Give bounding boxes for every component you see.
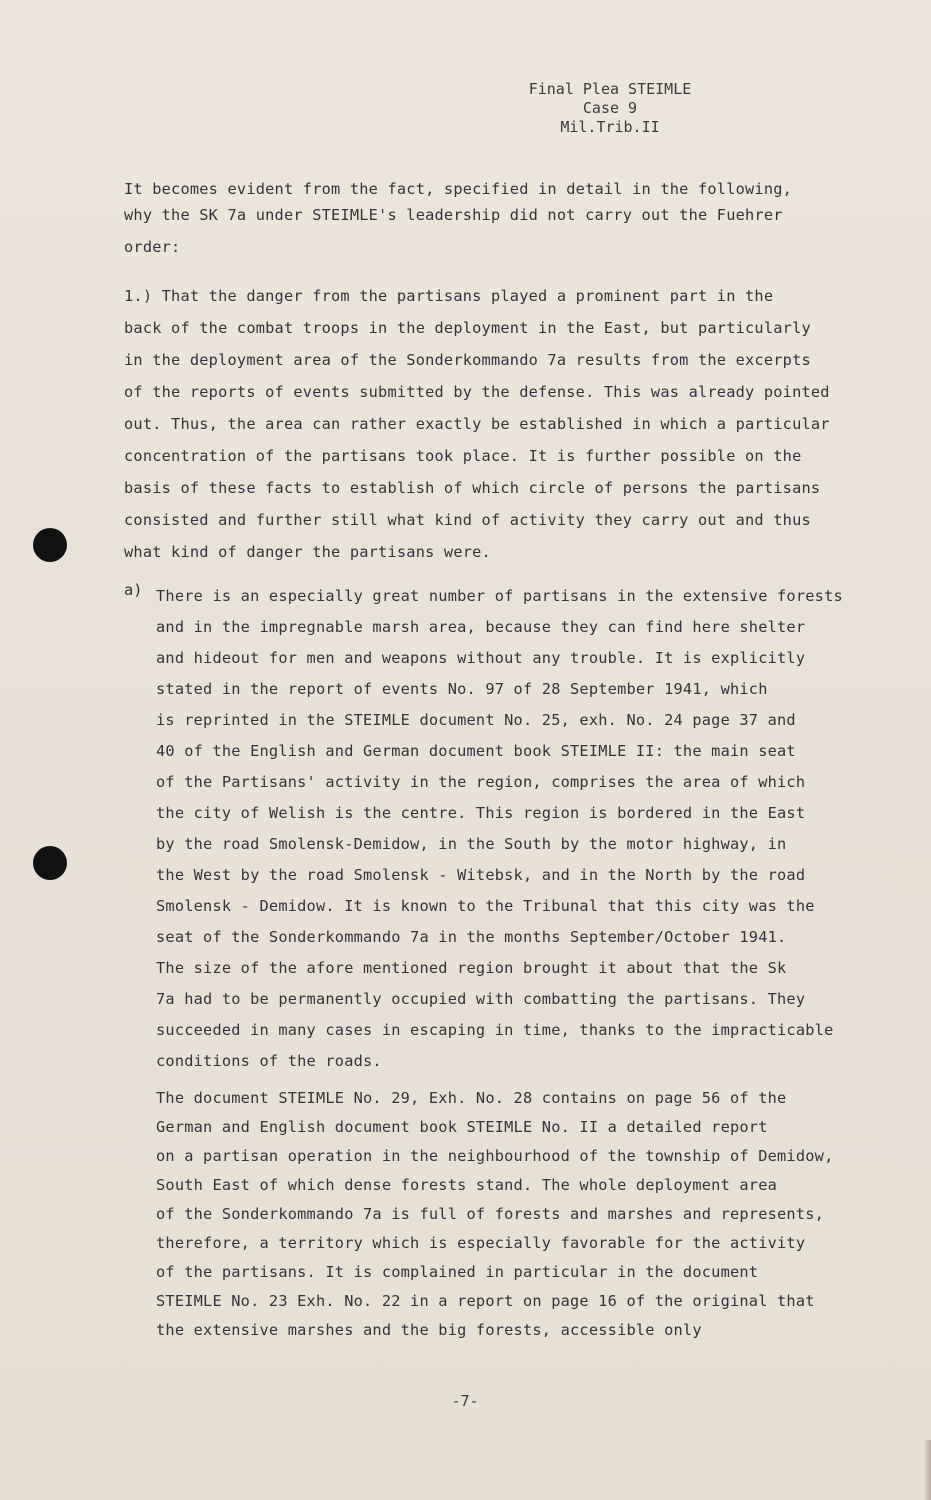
text-line: concentration of the partisans took place. It is further possible on the <box>124 447 802 465</box>
paragraph-a <box>156 581 856 1077</box>
paragraph-1 <box>124 280 864 568</box>
text-line: The size of the afore mentioned region brought it about that the Sk <box>156 959 787 977</box>
text-line: of the partisans. It is complained in particular in the document <box>156 1263 759 1281</box>
punch-hole-top <box>33 528 67 562</box>
text-line: 7a had to be permanently occupied with combatting the partisans. They <box>156 990 806 1008</box>
text-line: succeeded in many cases in escaping in time, thanks to the impracticable <box>156 1021 834 1039</box>
text-line: It becomes evident from the fact, specified in detail in the following, <box>124 180 793 198</box>
text-line: 1.) That the danger from the partisans played a prominent part in the <box>124 287 774 305</box>
text-line: The document STEIMLE No. 29, Exh. No. 28 contains on page 56 of the <box>156 1089 787 1107</box>
text-line: basis of these facts to establish of which circle of persons the partisans <box>124 479 821 497</box>
page-number: -7- <box>451 1392 479 1410</box>
text-line: consisted and further still what kind of activity they carry out and thus <box>124 511 811 529</box>
text-line: what kind of danger the partisans were. <box>124 543 491 561</box>
intro-paragraph <box>124 176 824 260</box>
text-line: the West by the road Smolensk - Witebsk, and in the North by the road <box>156 866 806 884</box>
text-line: seat of the Sonderkommando 7a in the months September/October 1941. <box>156 928 787 946</box>
text-line: There is an especially great number of partisans in the extensive forests <box>156 587 843 605</box>
text-line: Smolensk - Demidow. It is known to the Tribunal that this city was the <box>156 897 815 915</box>
page-edge-shadow <box>925 1440 931 1500</box>
text-line: on a partisan operation in the neighbourhood of the township of Demidow, <box>156 1147 834 1165</box>
header-plea-title: Final Plea STEIMLE <box>528 80 692 98</box>
text-line: by the road Smolensk-Demidow, in the South by the motor highway, in <box>156 835 787 853</box>
text-line: conditions of the roads. <box>156 1052 382 1070</box>
text-line: in the deployment area of the Sonderkommando 7a results from the excerpts <box>124 351 811 369</box>
text-line: South East of which dense forests stand. The whole deployment area <box>156 1176 778 1194</box>
text-line: why the SK 7a under STEIMLE's leadership did not carry out the Fuehrer <box>124 206 783 224</box>
text-line: therefore, a territory which is especially favorable for the activity <box>156 1234 806 1252</box>
text-line: of the Sonderkommando 7a is full of forests and marshes and represents, <box>156 1205 825 1223</box>
text-line: STEIMLE No. 23 Exh. No. 22 in a report on page 16 of the original that <box>156 1292 815 1310</box>
text-line: is reprinted in the STEIMLE document No. 25, exh. No. 24 page 37 and <box>156 711 796 729</box>
text-line: the city of Welish is the centre. This region is bordered in the East <box>156 804 806 822</box>
punch-hole-bottom <box>33 846 67 880</box>
text-line: stated in the report of events No. 97 of 28 September 1941, which <box>156 680 768 698</box>
text-line: and in the impregnable marsh area, because they can find here shelter <box>156 618 806 636</box>
text-line: of the Partisans' activity in the region, comprises the area of which <box>156 773 806 791</box>
text-line: 40 of the English and German document book STEIMLE II: the main seat <box>156 742 796 760</box>
text-line: German and English document book STEIMLE No. II a detailed report <box>156 1118 768 1136</box>
paragraph-a-marker: a) <box>124 581 143 599</box>
text-line: out. Thus, the area can rather exactly be established in which a particular <box>124 415 830 433</box>
header-tribunal: Mil.Trib.II <box>560 118 660 136</box>
case-header <box>480 80 740 137</box>
text-line: the extensive marshes and the big forests, accessible only <box>156 1321 702 1339</box>
text-line: order: <box>124 238 181 256</box>
paragraph-b <box>156 1084 856 1345</box>
text-line: back of the combat troops in the deployment in the East, but particularly <box>124 319 811 337</box>
text-line: and hideout for men and weapons without any trouble. It is explicitly <box>156 649 806 667</box>
header-case-number: Case 9 <box>582 99 638 117</box>
text-line: of the reports of events submitted by the defense. This was already pointed <box>124 383 830 401</box>
